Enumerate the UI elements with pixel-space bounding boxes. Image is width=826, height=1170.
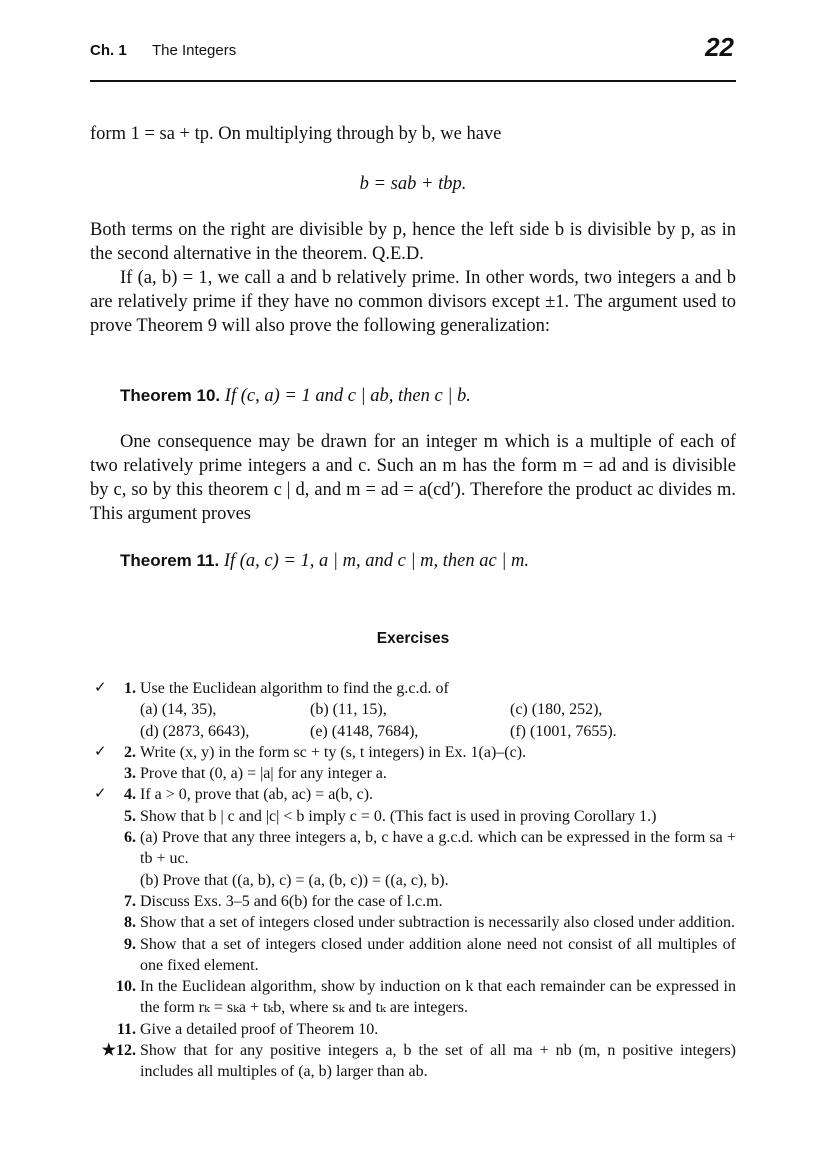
exercise-text: Write (x, y) in the form sc + ty (s, t integers) in Ex. 1(a)–(c). — [140, 743, 527, 761]
exercise-number: 2. — [124, 743, 136, 761]
exercise-number: 7. — [124, 892, 136, 910]
exercise-text: Give a detailed proof of Theorem 10. — [140, 1020, 379, 1038]
exercise-number: 3. — [124, 765, 136, 783]
exercise-text: Discuss Exs. 3–5 and 6(b) for the case of l.c.m. — [140, 892, 443, 910]
check-mark-icon: ✓ — [94, 786, 107, 803]
exercise-part-b: (b) Prove that ((a, b), c) = (a, (b, c)) = ((a, c), b). — [140, 871, 449, 889]
exercise-9 — [90, 934, 736, 977]
text-paragraph-1 — [90, 122, 736, 146]
check-mark-icon: ✓ — [94, 743, 107, 760]
exercise-5 — [90, 806, 736, 827]
theorem-statement: If (c, a) = 1 and c | ab, then c | b. — [224, 386, 471, 406]
chapter-title: The Integers — [152, 42, 237, 59]
exercise-text: Show that a set of integers closed under subtraction is necessarily also closed under addition. — [140, 914, 735, 932]
exercise-list — [90, 678, 736, 1083]
theorem-10 — [120, 384, 736, 408]
exercise-text: Show that b | c and |c| < b imply c = 0. (This fact is used in proving Corollary 1.) — [140, 807, 657, 825]
exercise-8 — [90, 912, 736, 933]
exercise-6 — [90, 827, 736, 891]
exercise-2 — [90, 742, 736, 763]
theorem-label: Theorem 10. — [120, 386, 221, 405]
exercise-number: 10. — [116, 978, 136, 996]
exercise-part: (d) (2873, 6643), — [140, 722, 250, 740]
exercise-text: In the Euclidean algorithm, show by induction on k that each remainder can be expressed in the form rₖ = sₖa + tₖb, where sₖ and tₖ are integers. — [140, 978, 736, 1017]
exercise-10 — [90, 976, 736, 1019]
text-paragraph-2 — [90, 218, 736, 338]
exercise-3 — [90, 763, 736, 784]
exercise-number: 8. — [124, 914, 136, 932]
exercise-text: Show that a set of integers closed under addition alone need not consist of all multiples of one fixed element. — [140, 935, 736, 974]
chapter-number: Ch. 1 — [90, 42, 127, 59]
exercise-number: 1. — [124, 680, 136, 697]
theorem-statement: If (a, c) = 1, a | m, and c | m, then ac | m. — [223, 551, 530, 571]
exercise-7 — [90, 891, 736, 912]
paragraph-form: form 1 = sa + tp. On multiplying through by b, we have — [90, 124, 502, 144]
theorem-11 — [120, 549, 736, 573]
exercise-parts-row — [140, 721, 736, 742]
page-header — [90, 34, 736, 78]
exercise-4 — [90, 784, 736, 805]
equation-block — [90, 172, 736, 196]
exercise-part: (a) (14, 35), — [140, 701, 217, 719]
exercise-number: 11. — [116, 1020, 136, 1038]
exercise-11 — [90, 1019, 736, 1040]
theorem-label: Theorem 11. — [120, 551, 220, 570]
page-number: 22 — [705, 32, 734, 62]
equation: b = sab + tbp. — [359, 174, 467, 194]
exercise-number: ★12. — [101, 1042, 136, 1060]
exercise-number: 4. — [124, 786, 136, 804]
paragraph-relatively-prime: If (a, b) = 1, we call a and b relatively prime. In other words, two integers a and b are relatively prime if they have no common divisors except ±1. The argument used to prove Theorem 9 will also prove the following generalization: — [90, 268, 736, 336]
text-paragraph-3 — [90, 430, 736, 526]
header-rule — [90, 80, 736, 82]
exercise-text: If a > 0, prove that (ab, ac) = a(b, c). — [140, 786, 374, 804]
exercise-1 — [90, 678, 736, 742]
exercise-text: Use the Euclidean algorithm to find the g.c.d. of — [140, 680, 449, 697]
exercise-number: 5. — [124, 807, 136, 825]
paragraph-divisible: Both terms on the right are divisible by p, hence the left side b is divisible by p, as in the second alternative in the theorem. Q.E.D. — [90, 220, 736, 264]
exercise-part: (f) (1001, 7655). — [510, 722, 617, 740]
exercise-part-a: (a) Prove that any three integers a, b, c have a g.c.d. which can be expressed in the form sa + tb + uc. — [140, 829, 736, 868]
exercise-part: (c) (180, 252), — [510, 701, 603, 719]
exercise-number: 6. — [124, 829, 136, 847]
exercise-part: (e) (4148, 7684), — [310, 722, 419, 740]
exercise-parts-row — [140, 699, 736, 720]
exercise-12 — [90, 1040, 736, 1083]
check-mark-icon: ✓ — [94, 680, 107, 696]
exercise-text: Show that for any positive integers a, b the set of all ma + nb (m, n positive integers) includes all multiples of (a, b) larger than ab. — [140, 1042, 736, 1081]
exercise-number: 9. — [124, 935, 136, 953]
exercises-heading: Exercises — [376, 630, 450, 647]
exercise-text: Prove that (0, a) = |a| for any integer a. — [140, 765, 387, 783]
exercise-part: (b) (11, 15), — [310, 701, 387, 719]
paragraph-consequence: One consequence may be drawn for an integer m which is a multiple of each of two relatively prime integers a and c. Such an m has the form m = ad and is divisible by c, so by this theorem c | d, and m = ad = a(cd′). Therefore the product ac divides m. This argument proves — [90, 432, 736, 524]
